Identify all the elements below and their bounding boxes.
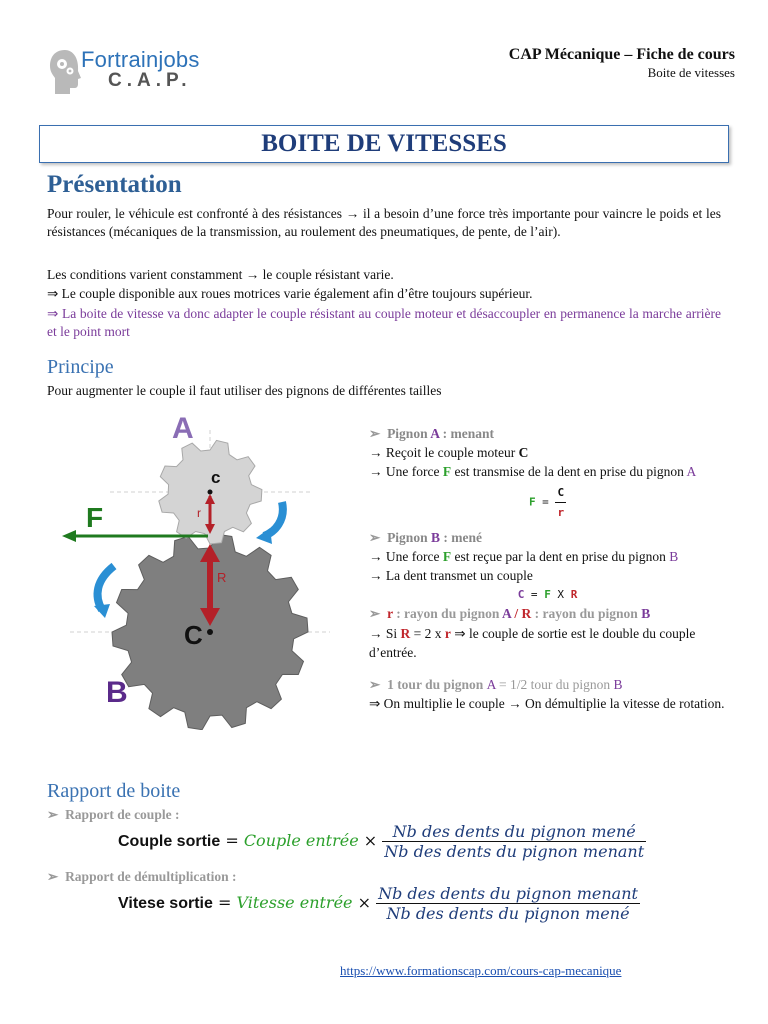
explanation-column [369, 424, 726, 713]
equation-couple: Couple sortie = Couple entrée × $\frac{\text{Nb des dents du pignon mené}}{\text{Nb des dents du pignon menant}}$ [118, 822, 645, 861]
force-label: F [86, 502, 104, 533]
presentation-paragraph-1: Pour rouler, le véhicule est confronté à des résistances → il a besoin d’une force très importante pour vaincre le poids et les résistances (mécaniques de la transmission, au roulement des pneumatiques, de pente, de l’air). [47, 206, 721, 239]
document-subtitle: Boite de vitesses [647, 65, 735, 80]
principe-intro: Pour augmenter le couple il faut utiliser des pignons de différentes tailles [47, 383, 442, 398]
gear-diagram [50, 410, 350, 730]
gear-a-label: A [172, 412, 194, 445]
formula-torque: C = F X R [517, 588, 578, 601]
presentation-paragraph-2: Les conditions varient constamment → le couple résistant varie. [47, 267, 394, 282]
torque-b-label: C [184, 620, 203, 650]
section-heading-presentation: Présentation [47, 171, 182, 198]
rapport-demultiplication-bullet: ➢ Rapport de démultiplication : [47, 869, 237, 884]
pignon-a-line-2: → Une force F est transmise de la dent en prise du pignon A [369, 464, 697, 479]
torque-a-label: c [211, 468, 221, 487]
radius-b-label: R [217, 570, 227, 585]
logo-subtitle: C.A.P. [108, 70, 192, 91]
section-heading-principe: Principe [47, 356, 114, 378]
pignon-a-line-1: → Reçoit le couple moteur C [369, 445, 529, 460]
ratio-condition: → Si R = 2 x r ⇒ le couple de sortie est le double du couple d’entrée. [369, 626, 696, 660]
rapport-couple-bullet: ➢ Rapport de couple : [47, 807, 180, 822]
gear-b-label: B [106, 676, 128, 709]
head-gears-icon [48, 48, 82, 96]
tour-relation: ➢ 1 tour du pignon A = 1/2 tour du pignon B [369, 677, 623, 692]
formula-force: F = $\frac{C}{r}$ [369, 483, 726, 522]
presentation-paragraph-4: ⇒ La boite de vitesse va donc adapter le couple résistant au couple moteur et désaccoupler en permanence la marche arrière et le point mort [47, 306, 721, 339]
pignon-b-line-1: → Une force F est reçue par la dent en prise du pignon B [369, 549, 679, 564]
multiplication-note: ⇒ On multiplie le couple → On démultiplie la vitesse de rotation. [369, 696, 725, 711]
footer-link[interactable]: https://www.formationscap.com/cours-cap-mecanique [340, 963, 622, 978]
pignon-b-title: ➢ Pignon B : mené [369, 530, 482, 545]
logo [48, 48, 82, 96]
pignon-b-line-2: → La dent transmet un couple [369, 568, 533, 583]
logo-name: Fortrainjobs [81, 47, 200, 72]
presentation-paragraph-3: ⇒ Le couple disponible aux roues motrices varie également afin d’être toujours supérieur. [47, 286, 533, 301]
radius-a-label: r [197, 506, 201, 520]
page-title-banner: BOITE DE VITESSES [39, 125, 729, 163]
section-heading-rapport: Rapport de boite [47, 780, 181, 802]
pignon-a-title: ➢ Pignon A : menant [369, 426, 494, 441]
radius-legend: ➢ r : rayon du pignon A / R : rayon du pignon B [369, 606, 651, 621]
document-title: CAP Mécanique – Fiche de cours [508, 46, 735, 63]
equation-vitesse: Vitese sortie = Vitesse entrée × $\frac{\text{Nb des dents du pignon menant}}{\text{Nb des dents du pignon mené}}$ [118, 884, 638, 923]
